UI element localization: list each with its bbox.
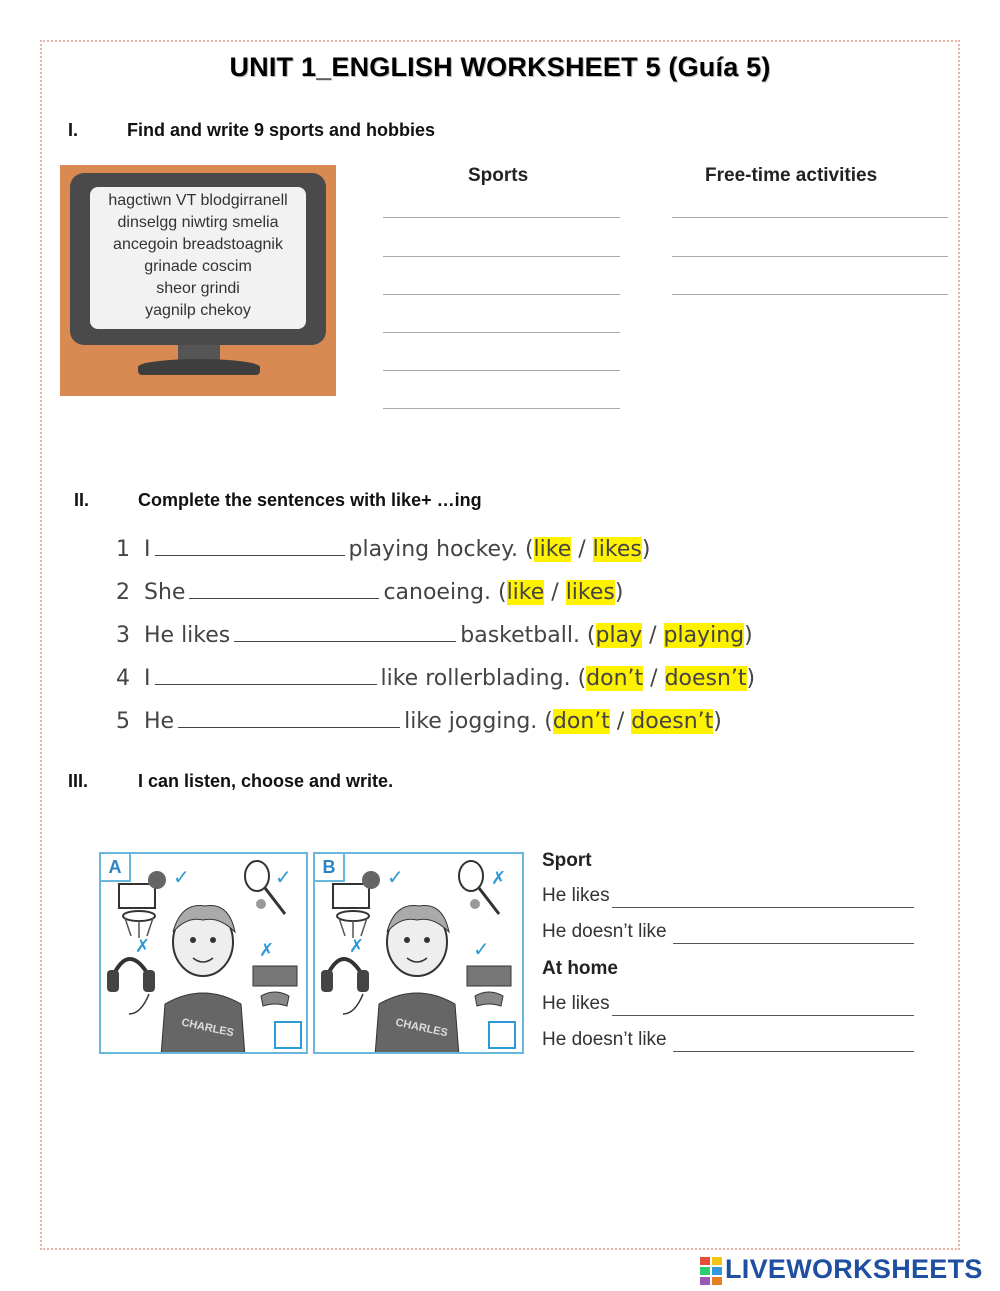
sports-column-heading: Sports: [468, 165, 529, 186]
option-separator: /: [609, 709, 632, 734]
close-paren: ): [713, 709, 722, 734]
tv-stand: [138, 359, 260, 375]
scrambled-words-line: dinselgg niwtirg smelia: [117, 214, 279, 231]
shirt-name: CHARLES: [180, 1016, 235, 1040]
sentence-end: basketball. (: [460, 623, 596, 648]
sport-likes-label: He likes: [542, 885, 610, 906]
shirt-name: CHARLES: [394, 1016, 449, 1040]
sentence-start: I: [144, 666, 151, 691]
option-1[interactable]: don’t: [552, 709, 610, 734]
svg-text:✗: ✗: [259, 940, 275, 961]
svg-text:✓: ✓: [275, 865, 292, 889]
sport-heading: Sport: [542, 850, 592, 871]
sentence-4: [116, 666, 755, 691]
liveworksheets-logo-icon: [700, 1257, 722, 1285]
svg-text:✓: ✓: [473, 937, 490, 961]
scrambled-words-line: grinade coscim: [144, 258, 252, 275]
sentence-blank[interactable]: [178, 726, 400, 728]
sentence-end: playing hockey. (: [348, 537, 534, 562]
sentence-end: like rollerblading. (: [380, 666, 587, 691]
sentence-blank[interactable]: [189, 597, 379, 599]
section-2-number: II.: [74, 490, 90, 510]
picture-panel-b: [313, 852, 524, 1054]
close-paren: ): [744, 623, 753, 648]
tv-word-puzzle-image: [60, 165, 336, 396]
free-time-answer-line[interactable]: [672, 256, 948, 257]
option-separator: /: [571, 537, 593, 562]
option-2[interactable]: doesn’t: [664, 666, 747, 691]
sentence-number: 5: [116, 709, 130, 734]
scrambled-words-line: ancegoin breadstoagnik: [113, 236, 283, 253]
sentence-start: I: [144, 537, 151, 562]
sentence-start: He likes: [144, 623, 231, 648]
sentence-end: like jogging. (: [404, 709, 553, 734]
sentence-5: [116, 709, 722, 734]
option-2[interactable]: likes: [592, 537, 642, 562]
page-title: UNIT 1_ENGLISH WORKSHEET 5 (Guía 5): [229, 52, 771, 82]
sentence-2: [116, 580, 623, 605]
option-1[interactable]: don’t: [586, 666, 644, 691]
sports-answer-line[interactable]: [383, 294, 620, 295]
section-3-heading: I can listen, choose and write.: [138, 771, 394, 791]
sentence-start: She: [144, 580, 186, 605]
scrambled-words-line: sheor grindi: [156, 280, 240, 297]
scrambled-words-line: yagnilp chekoy: [145, 302, 251, 319]
option-1[interactable]: like: [533, 537, 572, 562]
free-time-answer-line[interactable]: [672, 294, 948, 295]
sentence-blank[interactable]: [155, 683, 377, 685]
home-doesnt-like-answer-line[interactable]: [673, 1051, 914, 1052]
option-separator: /: [544, 580, 566, 605]
option-2[interactable]: likes: [565, 580, 615, 605]
sentence-1: [116, 537, 650, 562]
option-separator: /: [642, 623, 664, 648]
liveworksheets-brand[interactable]: LIVEWORKSHEETS: [725, 1254, 983, 1284]
home-doesnt-like-label: He doesn’t like: [542, 1029, 667, 1050]
free-time-column-heading: Free-time activities: [705, 165, 878, 186]
sentence-number: 3: [116, 623, 130, 648]
close-paren: ): [614, 580, 624, 605]
close-paren: ): [746, 666, 756, 691]
home-likes-label: He likes: [542, 993, 610, 1014]
option-1[interactable]: play: [595, 623, 643, 648]
option-1[interactable]: like: [506, 580, 545, 605]
sentence-blank[interactable]: [155, 554, 345, 556]
sentence-number: 4: [116, 666, 130, 691]
free-time-answer-line[interactable]: [672, 217, 948, 218]
picture-panel-a: [99, 852, 308, 1054]
option-2[interactable]: doesn’t: [631, 709, 714, 734]
sentence-blank[interactable]: [234, 640, 456, 642]
home-likes-answer-line[interactable]: [612, 1015, 914, 1016]
option-2[interactable]: playing: [663, 623, 745, 648]
sentence-number: 2: [116, 580, 130, 605]
sports-answer-line[interactable]: [383, 217, 620, 218]
sentence-number: 1: [116, 537, 130, 562]
panel-label: A: [101, 854, 131, 882]
close-paren: ): [641, 537, 651, 562]
svg-text:✗: ✗: [135, 936, 151, 957]
sport-likes-answer-line[interactable]: [612, 907, 914, 908]
svg-text:✓: ✓: [387, 865, 404, 889]
sentence-end: canoeing. (: [383, 580, 507, 605]
sport-doesnt-like-answer-line[interactable]: [673, 943, 914, 944]
sports-answer-line[interactable]: [383, 332, 620, 333]
option-separator: /: [643, 666, 665, 691]
scrambled-words-line: hagctiwn VT blodgirranell: [108, 192, 288, 209]
sentence-3: [116, 623, 753, 648]
sentence-start: He: [144, 709, 175, 734]
svg-text:✗: ✗: [491, 868, 507, 889]
sport-doesnt-like-label: He doesn’t like: [542, 921, 667, 942]
section-1-number: I.: [68, 120, 79, 140]
sports-answer-line[interactable]: [383, 408, 620, 409]
panel-label: B: [315, 854, 345, 882]
section-3-number: III.: [68, 771, 89, 791]
sports-answer-line[interactable]: [383, 370, 620, 371]
section-1-heading: Find and write 9 sports and hobbies: [127, 120, 436, 140]
svg-text:✗: ✗: [349, 936, 365, 957]
sports-answer-line[interactable]: [383, 256, 620, 257]
at-home-heading: At home: [542, 958, 618, 979]
section-2-heading: Complete the sentences with like+ …ing: [138, 490, 482, 510]
svg-text:✓: ✓: [173, 865, 190, 889]
